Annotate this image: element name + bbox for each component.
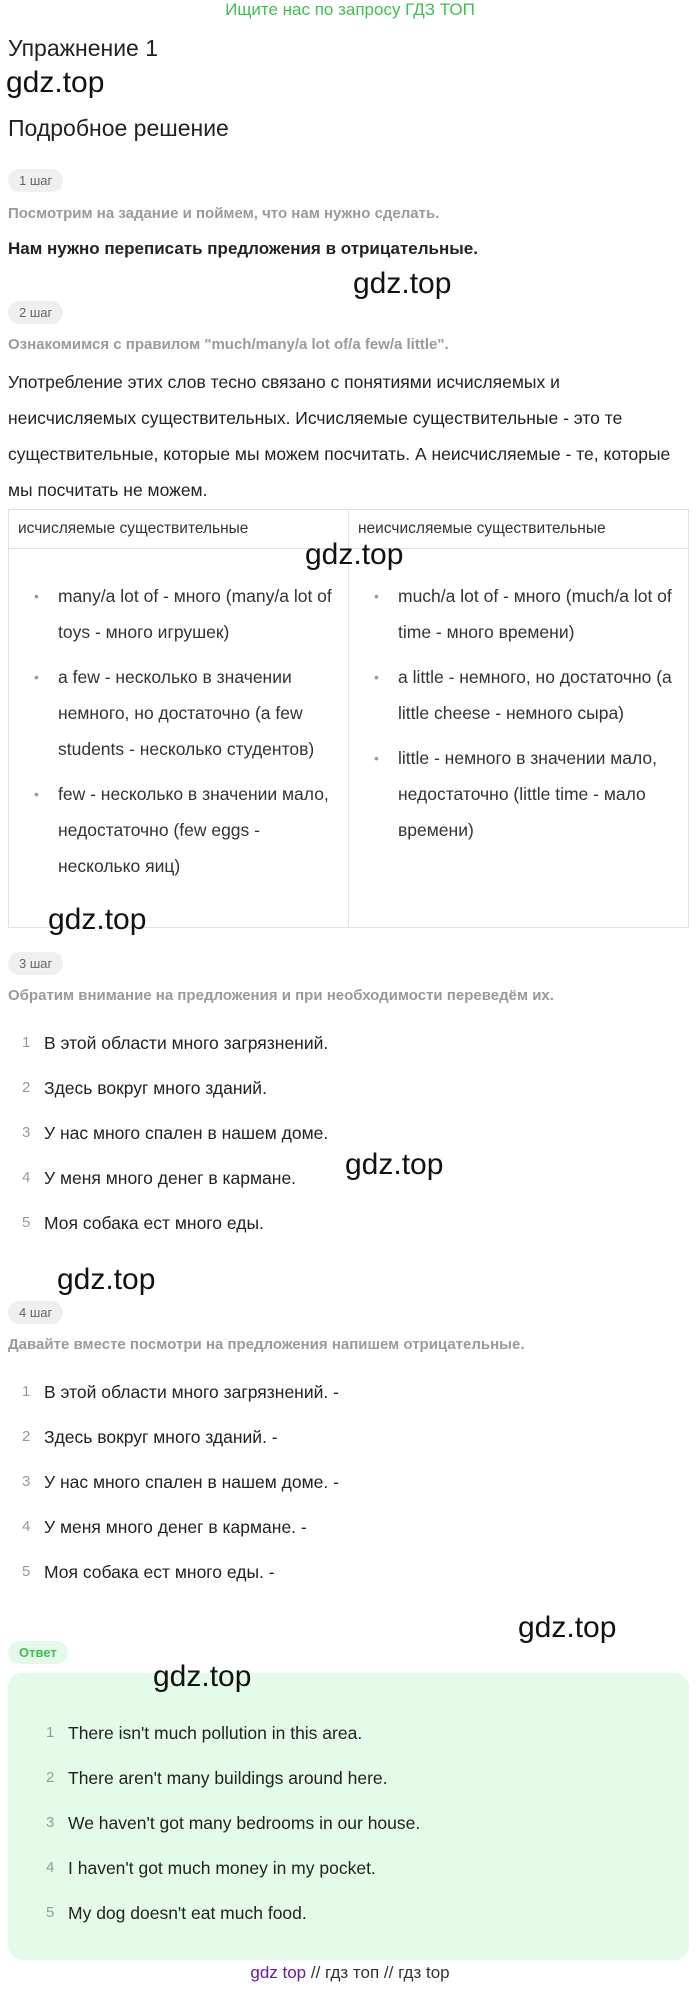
- list-item: 2 Здесь вокруг много зданий.: [22, 1078, 267, 1098]
- list-item: 5 Моя собака ест много еды. -: [22, 1562, 275, 1582]
- watermark: gdz.top: [518, 1611, 617, 1644]
- list-item: • much/a lot of - много (much/a lot of time - много времени): [374, 578, 673, 650]
- answer-list: [32, 1721, 672, 1946]
- list-item: 5 My dog doesn't eat much food.: [46, 1903, 307, 1923]
- table-cell-uncountable: [349, 549, 689, 928]
- step-hint: Давайте вместе посмотри на предложения напишем отрицательные.: [8, 1336, 525, 1353]
- list-item: • many/a lot of - много (many/a lot of toys - много игрушек): [34, 578, 333, 650]
- page-title: Упражнение 1: [8, 35, 159, 61]
- list-item: 1 There isn't much pollution in this area.: [46, 1723, 363, 1743]
- step-hint: Обратим внимание на предложения и при необходимости переведём их.: [8, 987, 554, 1004]
- step-badge: 1 шаг: [8, 169, 63, 192]
- step-badge: 2 шаг: [8, 301, 63, 324]
- list-item: • little - немного в значении мало, недостаточно (little time - мало времени): [374, 740, 673, 848]
- section-title: Подробное решение: [8, 115, 229, 141]
- step-badge: 3 шаг: [8, 952, 63, 975]
- footer-separator: //: [310, 1963, 321, 1982]
- list-item: 3 У нас много спален в нашем доме. -: [22, 1472, 339, 1492]
- negative-list: [8, 1380, 688, 1605]
- list-item: 4 У меня много денег в кармане.: [22, 1168, 297, 1188]
- search-banner: Ищите нас по запросу ГДЗ ТОП: [225, 0, 475, 19]
- answer-badge: Ответ: [8, 1641, 68, 1664]
- footer-link-gdz-top-ru[interactable]: гдз топ: [325, 1963, 380, 1982]
- list-item: 2 Здесь вокруг много зданий. -: [22, 1427, 278, 1447]
- list-item: • a little - немного, но достаточно (a little cheese - немного сыра): [374, 659, 673, 731]
- list-item: 4 У меня много денег в кармане. -: [22, 1517, 307, 1537]
- step-hint: Ознакомимся с правилом "much/many/a lot of/a few/a little".: [8, 336, 449, 353]
- list-item: 3 We haven't got many bedrooms in our house.: [46, 1813, 421, 1833]
- footer-link-gdz-top-mixed[interactable]: гдз top: [398, 1963, 450, 1982]
- list-item: • few - несколько в значении мало, недостаточно (few eggs - несколько яиц): [34, 776, 333, 884]
- watermark: gdz.top: [6, 66, 105, 99]
- watermark: gdz.top: [48, 903, 147, 936]
- footer-separator: //: [383, 1963, 394, 1982]
- list-item: 3 У нас много спален в нашем доме.: [22, 1123, 329, 1143]
- watermark: gdz.top: [345, 1148, 444, 1181]
- watermark: gdz.top: [57, 1263, 156, 1296]
- list-item: 2 There aren't many buildings around here.: [46, 1768, 388, 1788]
- watermark: gdz.top: [305, 538, 404, 571]
- footer-link-gdz-top[interactable]: gdz top: [250, 1963, 307, 1982]
- list-item: 5 Моя собака ест много еды.: [22, 1213, 264, 1233]
- table-cell-countable: [9, 549, 349, 928]
- step-badge: 4 шаг: [8, 1301, 63, 1324]
- list-item: 1 В этой области много загрязнений. -: [22, 1382, 339, 1402]
- step-hint: Посмотрим на задание и поймем, что нам нужно сделать.: [8, 205, 440, 222]
- table-header-uncountable: неисчисляемые существительные: [349, 510, 689, 549]
- list-item: 1 В этой области много загрязнений.: [22, 1033, 329, 1053]
- watermark: gdz.top: [153, 1660, 252, 1693]
- translation-list: [8, 1031, 688, 1256]
- list-item: • a few - несколько в значении немного, но достаточно (a few students - несколько студентов): [34, 659, 333, 767]
- list-item: 4 I haven't got much money in my pocket.: [46, 1858, 376, 1878]
- rule-paragraph: Употребление этих слов тесно связано с понятиями исчисляемых и неисчисляемых существительных. Исчисляемые существительные - это те существительные, которые мы можем посчитать. А неисчисляемые - те, которые мы посчитать не можем.: [8, 372, 671, 500]
- footer: [0, 1963, 700, 1983]
- table-header-countable: исчисляемые существительные: [9, 510, 349, 549]
- watermark: gdz.top: [353, 267, 452, 300]
- step-text: Нам нужно переписать предложения в отрицательные.: [8, 239, 478, 258]
